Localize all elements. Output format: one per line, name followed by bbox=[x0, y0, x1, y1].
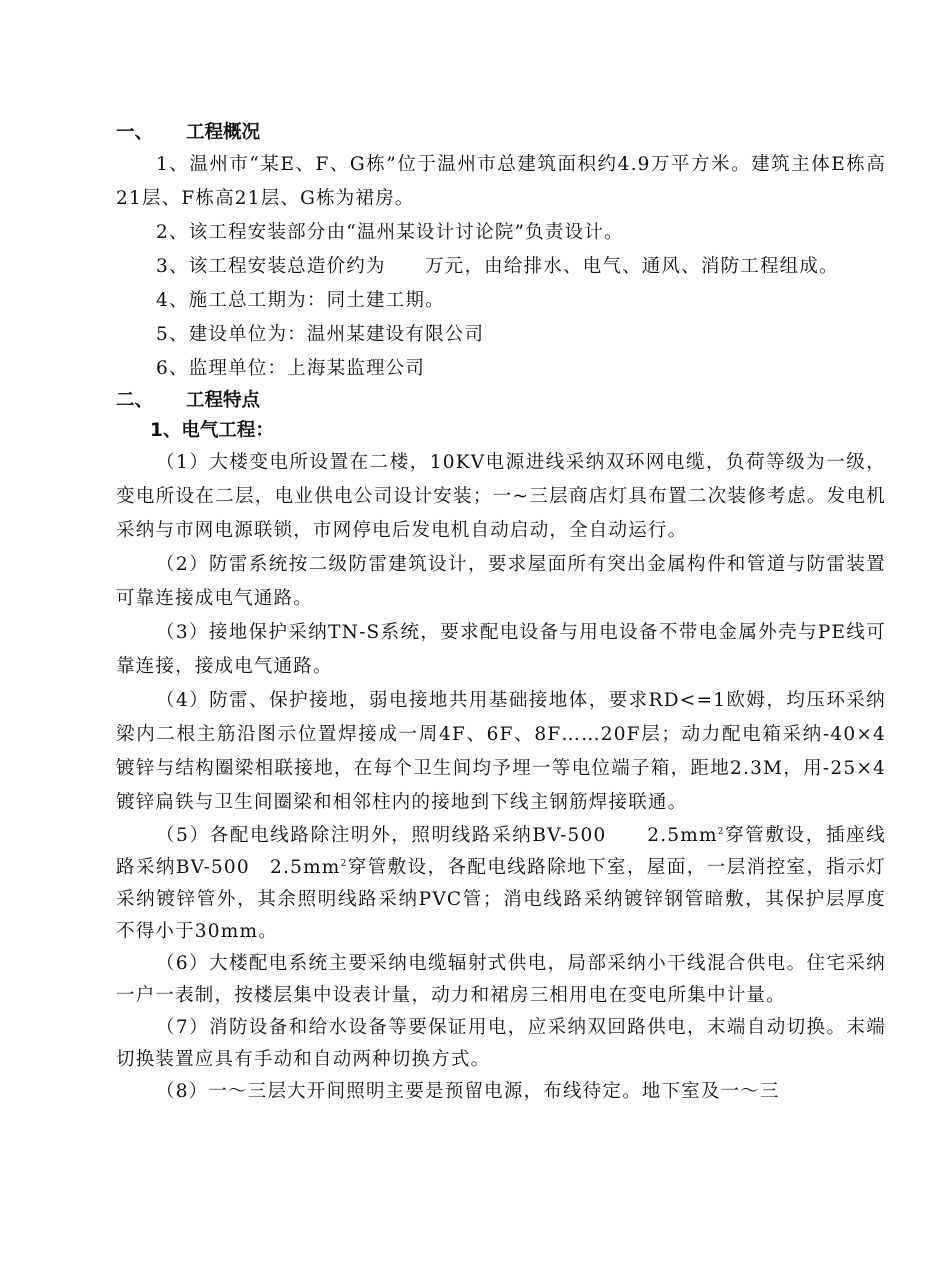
overview-item-5: 5、建设单位为：温州某建设有限公司 bbox=[156, 324, 485, 345]
overview-item-1: 1、温州市“某E、F、G栋”位于温州市总建筑面积约4.9万平方米。建筑主体E栋高21层、F栋高21层、G栋为裙房。 bbox=[116, 154, 886, 209]
overview-item-6: 6、监理单位：上海某监理公司 bbox=[156, 358, 426, 379]
section-heading-features bbox=[116, 386, 886, 416]
section-number: 二、 bbox=[116, 390, 154, 411]
electrical-item-6: （6）大楼配电系统主要采纳电缆辐射式供电，局部采纳小干线混合供电。住宅采纳一户一表制，按楼层集中设表计量，动力和裙房三相用电在变电所集中计量。 bbox=[116, 953, 886, 1006]
electrical-item-3: （3）接地保护采纳TN-S系统，要求配电设备与用电设备不带电金属外壳与PE线可靠连接，接成电气通路。 bbox=[116, 622, 886, 677]
section-title: 工程概况 bbox=[186, 122, 261, 143]
superscript-2: 2 bbox=[340, 858, 348, 869]
document-page bbox=[116, 118, 886, 1108]
subsection-heading-electrical: 1、电气工程： bbox=[150, 420, 274, 441]
item-5-text-a: （5）各配电线路除注明外，照明线路采纳BV-500 2.5mm bbox=[156, 825, 718, 846]
overview-item-4: 4、施工总工期为：同土建工期。 bbox=[156, 290, 445, 311]
section-title: 工程特点 bbox=[186, 390, 261, 411]
electrical-item-5 bbox=[116, 820, 886, 948]
electrical-item-8: （8）一～三层大开间照明主要是预留电源，布线待定。地下室及一～三 bbox=[156, 1081, 780, 1102]
item-5-text-b: 穿管敷设，插座线路采纳BV-500 2.5mm bbox=[116, 825, 886, 878]
overview-item-2: 2、该工程安装部分由“温州某设计讨论院”负责设计。 bbox=[156, 222, 624, 243]
superscript-2: 2 bbox=[717, 826, 725, 837]
electrical-item-7: （7）消防设备和给水设备等要保证用电，应采纳双回路供电，末端自动切换。末端切换装置应具有手动和自动两种切换方式。 bbox=[116, 1017, 886, 1070]
item-5-text-c: 穿管敷设，各配电线路除地下室，屋面，一层消控室，指示灯采纳镀锌管外，其余照明线路采纳PVC管；消电线路采纳镀锌钢管暗敷，其保护层厚度不得小于30mm。 bbox=[116, 857, 887, 942]
section-heading-overview bbox=[116, 118, 886, 148]
electrical-item-2: （2）防雷系统按二级防雷建筑设计，要求屋面所有突出金属构件和管道与防雷装置可靠连接成电气通路。 bbox=[116, 554, 886, 609]
electrical-item-4: （4）防雷、保护接地，弱电接地共用基础接地体，要求RD<=1欧姆，均压环采纳梁内二根主筋沿图示位置焊接成一周4F、6F、8F……20F层；动力配电箱采纳-40×4镀锌与结构圈梁相联接地，在每个卫生间均予埋一等电位端子箱，距地2.3M，用-25×4镀锌扁铁与卫生间圈梁和相邻柱内的接地到下线主钢筋焊接联通。 bbox=[116, 690, 886, 813]
electrical-item-1: （1）大楼变电所设置在二楼，10KV电源进线采纳双环网电缆，负荷等级为一级，变电所设在二层，电业供电公司设计安装；一~三层商店灯具布置二次装修考虑。发电机采纳与市网电源联锁，市网停电后发电机自动启动，全自动运行。 bbox=[116, 452, 886, 541]
section-number: 一、 bbox=[116, 122, 154, 143]
overview-item-3: 3、该工程安装总造价约为 万元，由给排水、电气、通风、消防工程组成。 bbox=[156, 256, 839, 277]
